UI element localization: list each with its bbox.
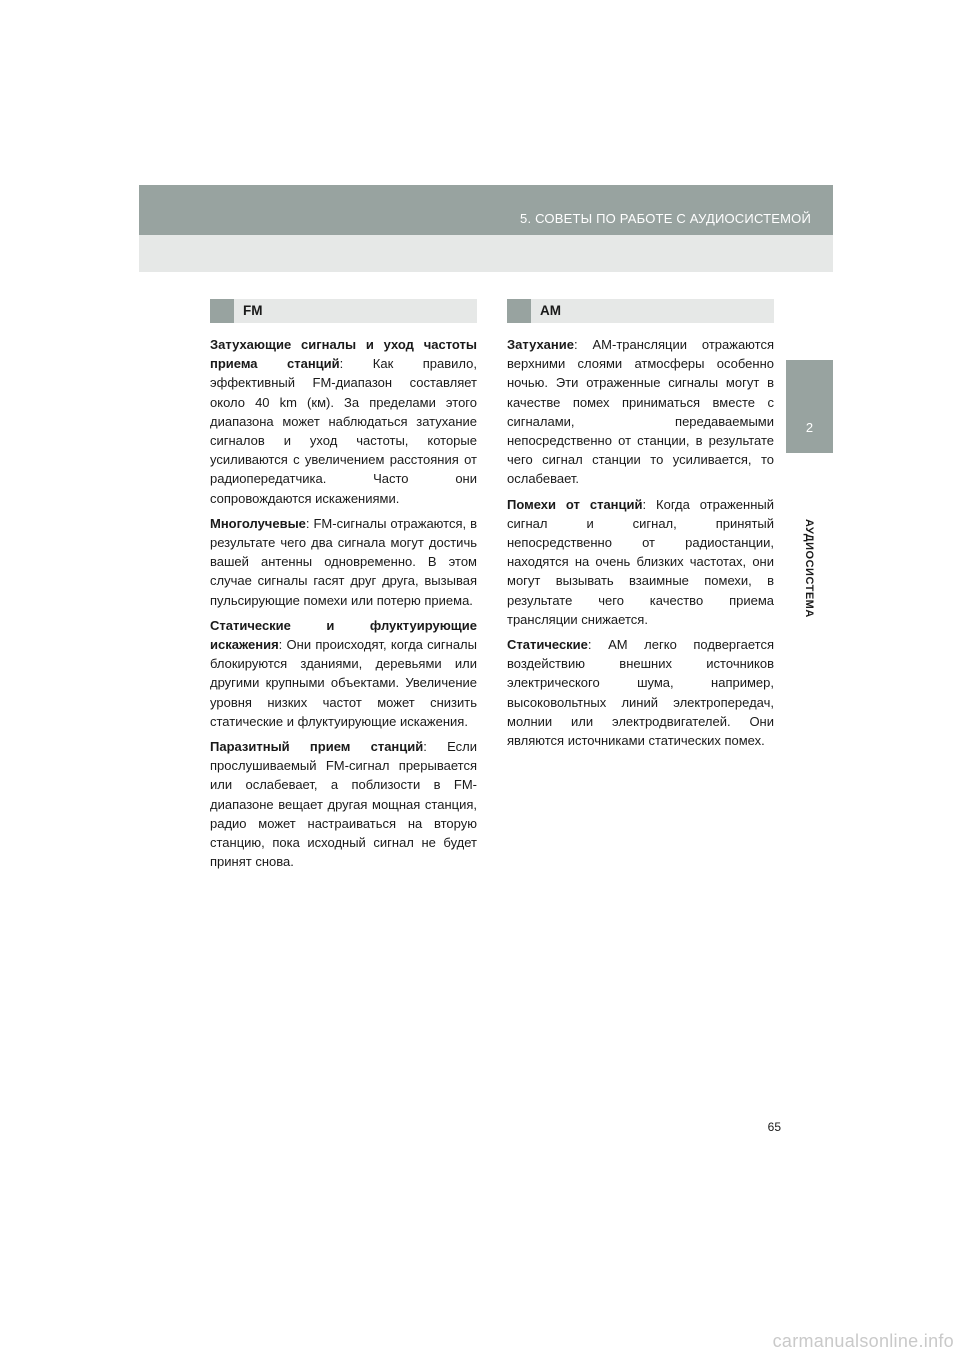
section-marker-square — [507, 299, 531, 323]
definition: : FM-сигналы отражаются, в результате чего два сигнала могут достичь вашей антенны одновременно. В этом случае сигналы гасят друг друга, вызывая пульсирующие помехи или потерю приема. — [210, 515, 477, 608]
fm-paragraph — [210, 335, 477, 508]
definition: : AM-трансляции отражаются верхними слоями атмосферы особенно ночью. Эти отраженные сигналы могут в качестве помех приниматься вместе с сигналами, передаваемыми непосредственно от станции, в результате чего сигнал станции то усиливается, то ослабевает. — [507, 337, 774, 487]
term: Статические и флуктуирующие искажения — [210, 617, 477, 653]
chapter-header-band — [139, 185, 833, 235]
definition: : AM легко подвергается воздействию внешних источников электрического шума, например, высоковольтных линий электропередач, молнии или электродвигателей. Они являются источниками статических помех. — [507, 637, 774, 749]
fm-heading: FM — [243, 303, 263, 318]
section-marker-square — [210, 299, 234, 323]
term: Многолучевые — [210, 515, 306, 531]
am-paragraph — [507, 335, 774, 489]
am-column — [507, 299, 774, 756]
watermark-text: carmanualsonline.info — [772, 1331, 954, 1351]
term: Затухание — [507, 337, 574, 352]
chapter-header-subband — [139, 235, 833, 272]
definition: : Когда отраженный сигнал и сигнал, принятый непосредственно от радиостанции, находятся на очень близких частотах, они могут вызывать взаимные помехи, в результате чего качество приема трансляции снижается. — [507, 496, 774, 627]
fm-paragraph — [210, 616, 477, 731]
fm-section-header — [210, 299, 477, 323]
am-section-header — [507, 299, 774, 323]
section-number: 2 — [805, 420, 814, 435]
definition: : Если прослушиваемый FM-сигнал прерывается или ослабевает, а поблизости в FM-диапазоне вещает другая мощная станция, радио может настраиваться на вторую станцию, пока исходный сигнал не будет принят снова. — [210, 739, 477, 870]
side-tab-section-label — [786, 455, 833, 618]
am-paragraph — [507, 495, 774, 629]
fm-paragraph — [210, 737, 477, 871]
term: Затухающие сигналы и уход частоты приема станций — [210, 337, 477, 372]
section-label: АУДИОСИСТЕМА — [803, 519, 815, 618]
am-heading: AM — [540, 303, 561, 318]
chapter-title: 5. СОВЕТЫ ПО РАБОТЕ С АУДИОСИСТЕМОЙ — [520, 211, 811, 226]
definition: : Как правило, эффективный FM-диапазон составляет около 40 km (км). За пределами этого диапазона может наблюдаться затухание сигналов и уход частоты, которые усиливаются с увеличением расстояния от радиопередатчика. Часто они сопровождаются искажениями. — [210, 356, 477, 506]
page-number: 65 — [767, 1120, 781, 1134]
definition: : Они происходят, когда сигналы блокируются зданиями, деревьями или другими крупными объектами. Увеличение уровня низких частот может снизить статические и флуктуирующие искажения. — [210, 637, 477, 729]
term: Статические — [507, 637, 588, 653]
fm-column — [210, 299, 477, 877]
term: Помехи от станций — [507, 496, 643, 512]
term: Паразитный прием станций — [210, 739, 424, 755]
fm-paragraph — [210, 514, 477, 610]
side-tab-section-number — [786, 360, 833, 453]
am-paragraph — [507, 635, 774, 750]
